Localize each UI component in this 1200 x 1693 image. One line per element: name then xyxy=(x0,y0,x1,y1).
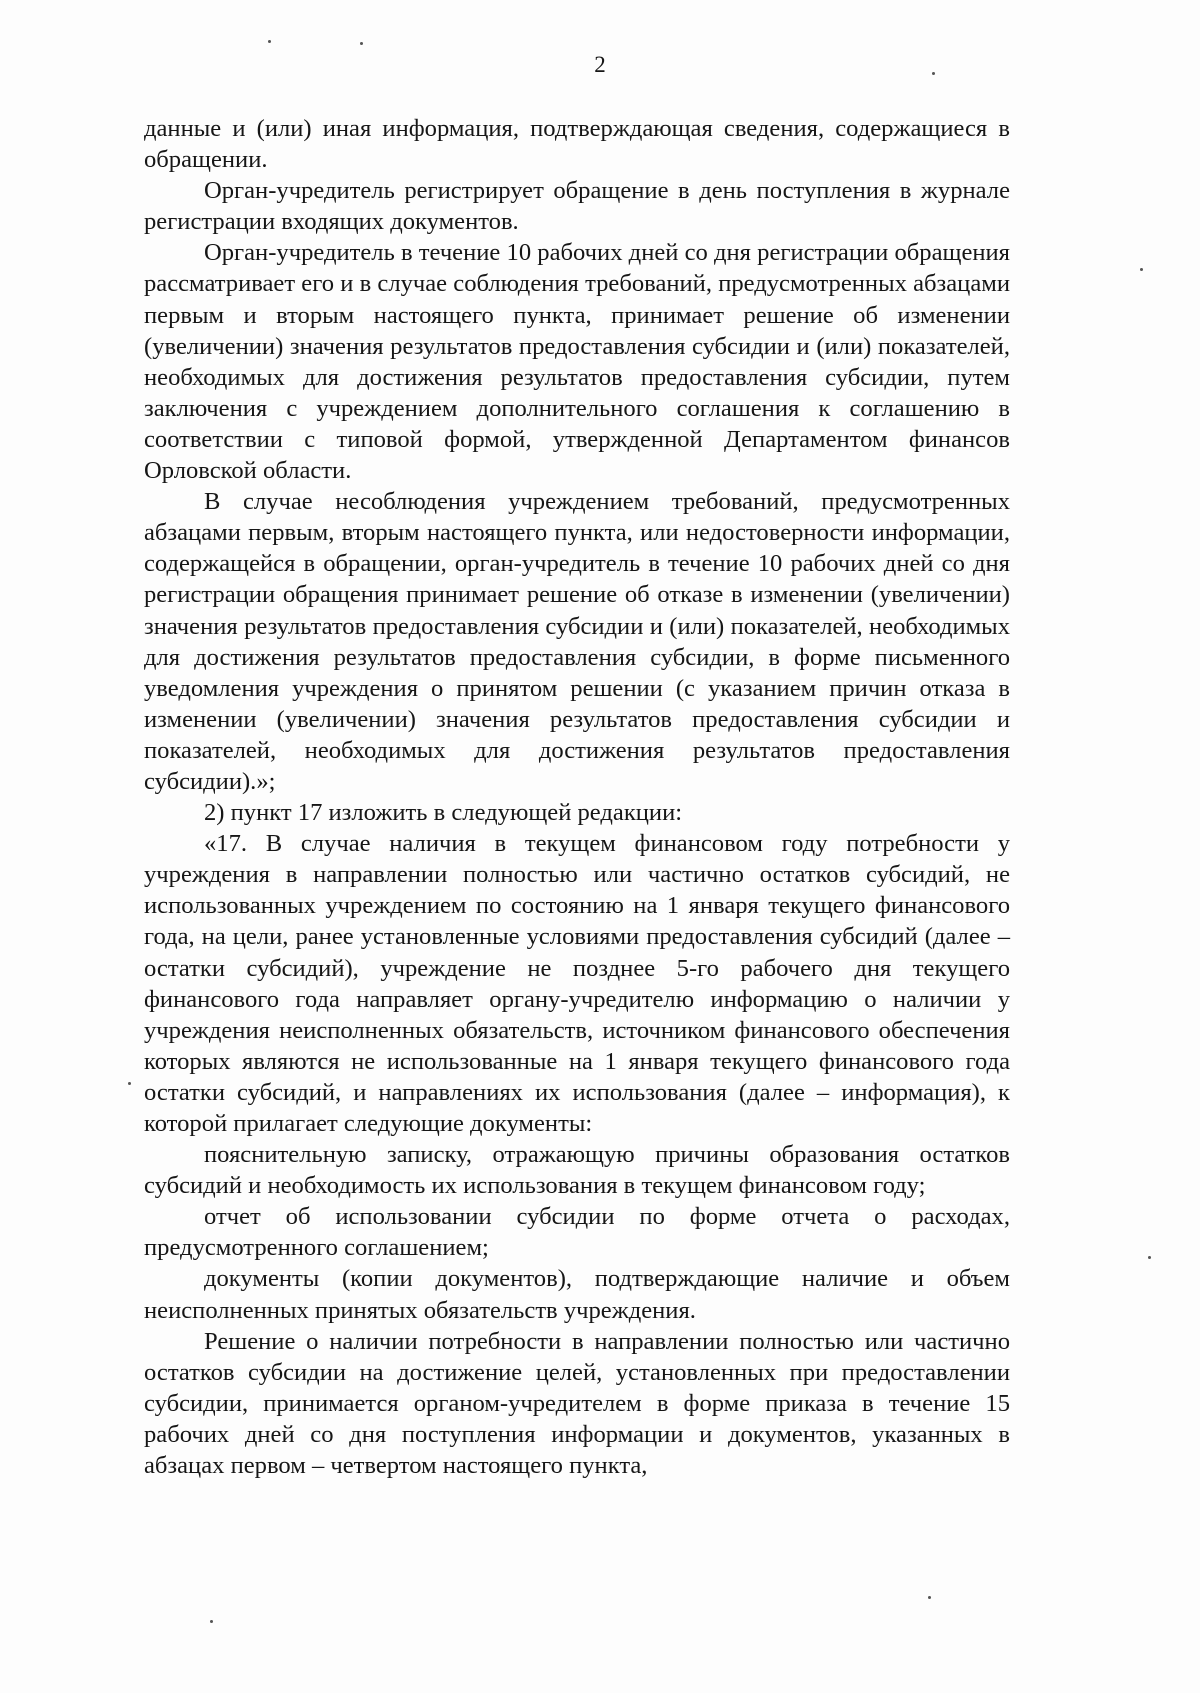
scan-speck xyxy=(128,1082,131,1085)
scan-speck xyxy=(1140,268,1143,271)
paragraph-decision-order: Решение о наличии потребности в направлении полностью или частично остатков субсидии на достижение целей, установленных при предоставлении субсидии, принимается органом-учредителем в форме приказа в течение 15 рабочих дней со дня поступления информации и документов, указанных в абзацах первом – четвертом настоящего пункта, xyxy=(144,1327,1010,1480)
document-body xyxy=(144,113,1010,1481)
paragraph-amendment-item-2: 2) пункт 17 изложить в следующей редакции: xyxy=(204,799,683,827)
paragraph-obligation-documents: документы (копии документов), подтверждающие наличие и объем неисполненных принятых обязательств учреждения. xyxy=(144,1265,1010,1324)
page-number: 2 xyxy=(594,52,606,77)
paragraph-explanatory-note: пояснительную записку, отражающую причины образования остатков субсидий и необходимость их использования в текущем финансовом году; xyxy=(144,1141,1010,1200)
scan-speck xyxy=(928,1596,931,1599)
paragraph-registration: Орган-учредитель регистрирует обращение в день поступления в журнале регистрации входящих документов. xyxy=(144,177,1010,236)
scan-speck xyxy=(932,72,935,75)
paragraph-usage-report: отчет об использовании субсидии по форме отчета о расходах, предусмотренного соглашением; xyxy=(144,1203,1010,1262)
paragraph-clause-17: «17. В случае наличия в текущем финансовом году потребности у учреждения в направлении полностью или частично остатков субсидий, не использованных учреждением по состоянию на 1 января текущего финансового года, на цели, ранее установленные условиями предоставления субсидий (далее – остатки субсидий), учреждение не позднее 5-го рабочего дня текущего финансового года направляет органу-учредителю информацию о наличии у учреждения неисполненных обязательств, источником финансового обеспечения которых являются не использованные на 1 января текущего финансового года остатки субсидий, и направлениях их использования (далее – информация), к которой прилагает следующие документы: xyxy=(144,830,1010,1137)
scan-speck xyxy=(1148,1256,1151,1259)
paragraph-refusal: В случае несоблюдения учреждением требований, предусмотренных абзацами первым, вторым настоящего пункта, или недостоверности информации, содержащейся в обращении, орган-учредитель в течение 10 рабочих дней со дня регистрации обращения принимает решение об отказе в изменении (увеличении) значения результатов предоставления субсидии и (или) показателей, необходимых для достижения результатов предоставления субсидии, в форме письменного уведомления учреждения о принятом решении (с указанием причин отказа в изменении (увеличении) значения результатов предоставления субсидии и показателей, необходимых для достижения результатов предоставления субсидии).»; xyxy=(144,488,1010,795)
scan-speck xyxy=(360,42,363,45)
paragraph-continuation: данные и (или) иная информация, подтверждающая сведения, содержащиеся в обращении. xyxy=(144,115,1010,174)
scan-speck xyxy=(210,1620,213,1623)
paragraph-review-decision: Орган-учредитель в течение 10 рабочих дней со дня регистрации обращения рассматривает его и в случае соблюдения требований, предусмотренных абзацами первым и вторым настоящего пункта, принимает решение об изменении (увеличении) значения результатов предоставления субсидии и (или) показателей, необходимых для достижения результатов предоставления субсидии, путем заключения с учреждением дополнительного соглашения к соглашению в соответствии с типовой формой, утвержденной Департаментом финансов Орловской области. xyxy=(144,239,1010,485)
scan-speck xyxy=(268,40,271,43)
